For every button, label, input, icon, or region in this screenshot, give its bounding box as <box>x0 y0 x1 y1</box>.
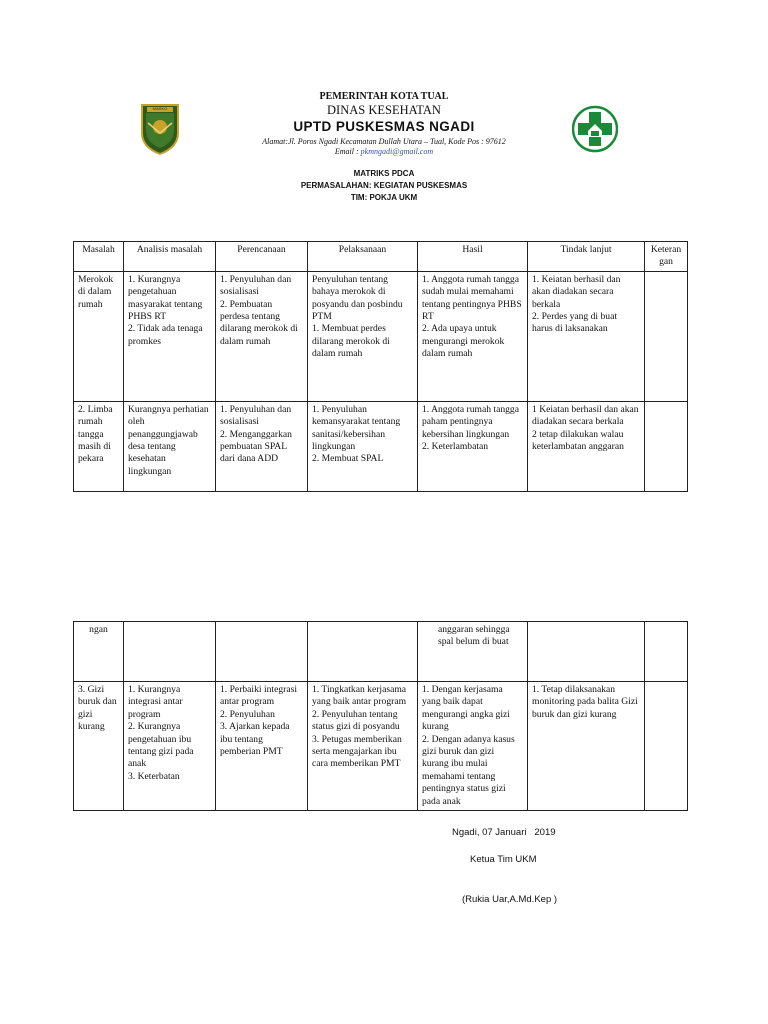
list-item: 2 tetap dilakukan walau keterlambatan anggaran <box>532 428 624 453</box>
signature-name: (Rukia Uar,A.Md.Kep ) <box>462 894 558 905</box>
header-dept: DINAS KESEHATAN <box>327 103 441 117</box>
list-item: 2. Ada upaya untuk mengurangi merokok dalam rumah <box>422 323 505 360</box>
signature-role: Ketua Tim UKM <box>470 854 537 865</box>
cell-keterangan <box>645 682 688 811</box>
list-item: Kurangnya perhatian oleh penanggungjawab desa tentang kesehatan lingkungan <box>128 403 209 477</box>
cell-masalah: ngan <box>74 622 124 682</box>
cell-tindak-lanjut <box>528 622 645 682</box>
email-label: Email : <box>334 147 361 156</box>
cell-masalah: 2. Limba rumah tangga masih di pekara <box>74 401 124 491</box>
header-email-line <box>0 147 768 156</box>
list-item: 2. Keterlambatan <box>422 441 489 453</box>
list-item: 1. Kurangnya integrasi antar program <box>128 684 183 720</box>
cell-perencanaan <box>216 401 308 491</box>
list-item: 3. Keterbatan <box>128 770 180 782</box>
doc-team: TIM: POKJA UKM <box>350 193 418 202</box>
table-row <box>74 271 688 401</box>
cell-masalah: 3. Gizi buruk dan gizi kurang <box>74 682 124 811</box>
cell-analisis <box>124 622 216 682</box>
cell-perencanaan <box>216 682 308 811</box>
cell-perencanaan <box>216 622 308 682</box>
list-item: 1. Anggota rumah tangga paham pentingnya kebersihan lingkungan <box>422 403 519 440</box>
cell-tindak-lanjut <box>528 682 645 811</box>
cell-analisis <box>124 401 216 491</box>
list-item: 3. Ajarkan kepada ibu tentang pemberian PMT <box>220 721 290 758</box>
cell-tindak-lanjut <box>528 271 645 401</box>
list-item: 2. Dengan adanya kasus gizi buruk dan gizi kurang ibu mulai memahami tentang pentingnya status gizi pada anak <box>422 733 515 807</box>
header-hasil: Hasil <box>418 242 528 272</box>
list-item: 1. Kurangnya pengetahuan masyarakat tentang PHBS RT <box>128 273 203 323</box>
list-item: 2. Pembuatan perdesa tentang dilarang merokok di dalam rumah <box>220 298 298 347</box>
list-item: 2. Menganggarkan pembuatan SPAL dari dana ADD <box>220 428 292 465</box>
cell-keterangan <box>645 271 688 401</box>
table-row <box>74 682 688 811</box>
pdca-table-1 <box>73 241 688 492</box>
left-logo-text: MARKO <box>152 106 168 111</box>
list-item: 1. Tetap dilaksanakan monitoring pada balita Gizi buruk dan gizi kurang <box>532 684 638 720</box>
table-row <box>74 622 688 682</box>
list-item: 2. Membuat SPAL <box>312 453 384 465</box>
doc-title: MATRIKS PDCA <box>353 169 415 178</box>
cell-hasil <box>418 401 528 491</box>
cell-pelaksanaan <box>308 271 418 401</box>
list-item: 2. Penyuluhan tentang status gizi di posyandu <box>312 708 400 733</box>
cell-hasil <box>418 682 528 811</box>
list-item: 1. Penyuluhan dan sosialisasi <box>220 403 292 428</box>
list-item: 3. Petugas memberikan serta mengajarkan ibu cara memberikan PMT <box>312 733 402 770</box>
cell-pelaksanaan <box>308 682 418 811</box>
list-item: 2. Kurangnya pengetahuan ibu tentang gizi pada anak <box>128 721 194 770</box>
doc-subtitle: PERMASALAHAN: KEGIATAN PUSKESMAS <box>300 181 468 190</box>
cell-tindak-lanjut <box>528 401 645 491</box>
cell-keterangan <box>645 401 688 491</box>
list-item: 1. Penyuluhan kemansyarakat tentang sanitasi/kebersihan lingkungan <box>312 403 401 453</box>
cell-hasil <box>418 271 528 401</box>
header-keterangan: Keteran gan <box>645 242 688 272</box>
header-address: Alamat:Jl. Poros Ngadi Kecamatan Dullah Utara – Tual, Kode Pos : 97612 <box>262 137 506 146</box>
signature-place-date: Ngadi, 07 Januari 2019 <box>452 827 556 838</box>
header-masalah: Masalah <box>74 242 124 272</box>
header-unit: UPTD PUSKESMAS NGADI <box>293 119 475 134</box>
header-pelaksanaan: Pelaksanaan <box>308 242 418 272</box>
list-item: 1. Anggota rumah tangga sudah mulai memahami tentang pentingnya PHBS RT <box>422 273 522 323</box>
list-item: 1. Dengan kerjasama yang baik dapat mengurangi angka gizi kurang <box>422 684 510 733</box>
list-item: 1 Keiatan berhasil dan akan diadakan secara berkala <box>532 403 639 428</box>
list-item: Penyuluhan tentang bahaya merokok di posyandu dan posbindu PTM <box>312 273 403 323</box>
list-item: 1. Penyuluhan dan sosialisasi <box>220 273 292 298</box>
list-item: 2. Perdes yang di buat harus di laksanakan <box>532 311 617 335</box>
cell-masalah: Merokok di dalam rumah <box>74 271 124 401</box>
header-perencanaan: Perencanaan <box>216 242 308 272</box>
cell-analisis <box>124 271 216 401</box>
cell-pelaksanaan <box>308 401 418 491</box>
list-item: 1. Perbaiki integrasi antar program <box>220 684 297 708</box>
cell-keterangan <box>645 622 688 682</box>
pdca-table-2 <box>73 621 688 811</box>
cell-perencanaan <box>216 271 308 401</box>
list-item: 1. Membuat perdes dilarang merokok di dalam rumah <box>312 323 390 360</box>
header-analisis: Analisis masalah <box>124 242 216 272</box>
table-row <box>74 401 688 491</box>
cell-pelaksanaan <box>308 622 418 682</box>
header-tindak-lanjut: Tindak lanjut <box>528 242 645 272</box>
cell-hasil: anggaran sehingga spal belum di buat <box>418 622 528 682</box>
header-gov: PEMERINTAH KOTA TUAL <box>319 91 449 102</box>
email-link[interactable]: pkmngadi@gmail.com <box>360 147 434 156</box>
list-item: 1. Tingkatkan kerjasama yang baik antar program <box>312 684 407 708</box>
list-item: 2. Tidak ada tenaga promkes <box>128 323 203 347</box>
list-item: 2. Penyuluhan <box>220 708 275 720</box>
table-header-row <box>74 242 688 272</box>
cell-analisis <box>124 682 216 811</box>
list-item: 1. Keiatan berhasil dan akan diadakan secara berkala <box>532 273 621 310</box>
